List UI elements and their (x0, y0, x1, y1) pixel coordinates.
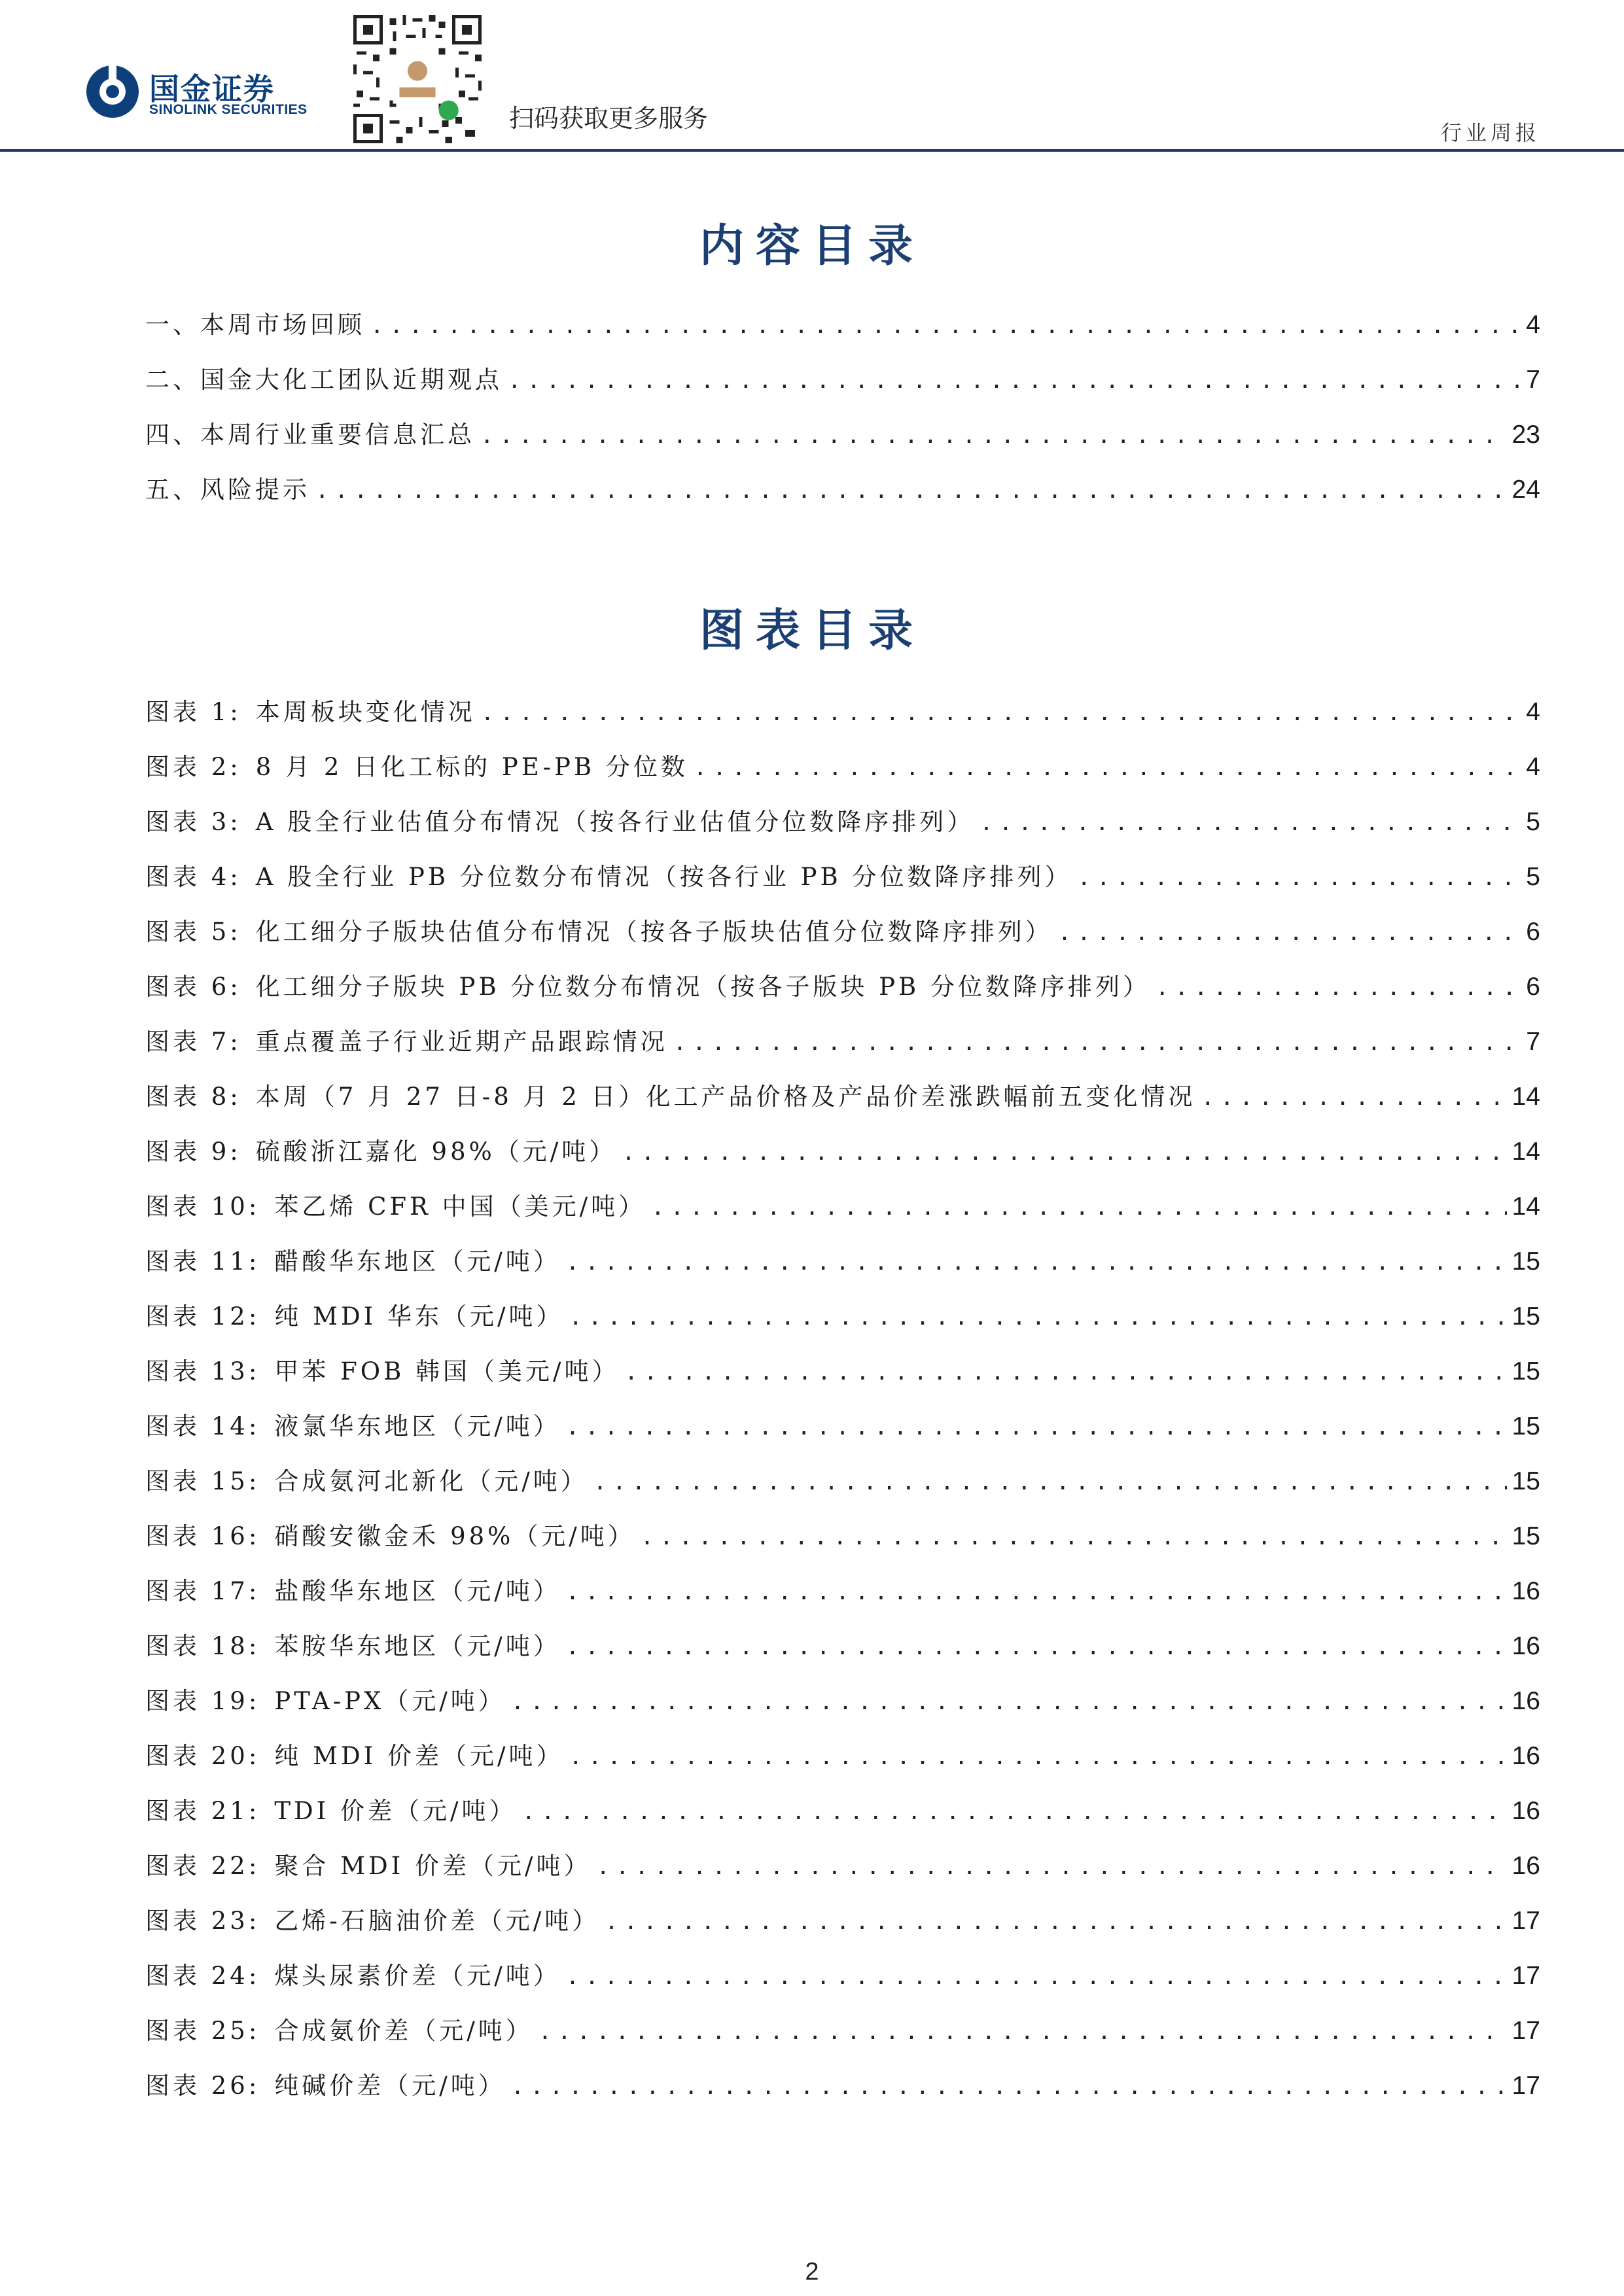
figure-page: 17 (1511, 2017, 1540, 2045)
figure-title: 合成氨价差（元/吨） (274, 2017, 533, 2045)
figure-entry[interactable] (145, 1406, 1540, 1461)
figure-number: 图表 15: (145, 1467, 260, 1495)
figure-number: 图表 16: (145, 1522, 260, 1550)
qr-code-icon[interactable] (350, 12, 485, 147)
figure-entry[interactable] (145, 2066, 1540, 2121)
dot-leader (511, 2074, 1507, 2100)
figure-entry[interactable] (145, 1296, 1540, 1351)
figure-page: 14 (1511, 1083, 1540, 1111)
logo-english-name: SINOLINK SECURITIES (149, 102, 308, 117)
figure-title: 聚合 MDI 价差（元/吨） (274, 1852, 591, 1880)
figure-number: 图表 3: (145, 808, 241, 836)
figure-page: 17 (1511, 1907, 1540, 1935)
figure-number: 图表 22: (145, 1852, 260, 1880)
figure-entry[interactable] (145, 802, 1540, 857)
dot-leader (1201, 1085, 1507, 1111)
figure-title: 合成氨河北新化（元/吨） (274, 1467, 588, 1495)
figure-number: 图表 9: (145, 1138, 241, 1166)
figure-entry[interactable] (145, 747, 1540, 802)
logo-chinese-name: 国金证券 (149, 71, 275, 107)
figure-page: 15 (1511, 1467, 1540, 1495)
toc-entry-page: 4 (1526, 311, 1540, 339)
figure-number: 图表 11: (145, 1247, 260, 1276)
figure-entry[interactable] (145, 1901, 1540, 1956)
toc-entry-page: 24 (1511, 476, 1540, 504)
contents-title: 内容目录 (699, 220, 925, 272)
dot-leader (694, 755, 1521, 781)
figure-page: 4 (1526, 698, 1540, 726)
figure-entry[interactable] (145, 1077, 1540, 1132)
figure-page: 15 (1511, 1412, 1540, 1440)
figure-page: 16 (1511, 1797, 1540, 1825)
figure-entry[interactable] (145, 1956, 1540, 2011)
dot-leader (1156, 975, 1521, 1001)
figure-entry[interactable] (145, 1461, 1540, 1516)
dot-leader (980, 810, 1521, 836)
dot-leader (625, 1359, 1507, 1385)
figure-page: 16 (1511, 1632, 1540, 1660)
figure-number: 图表 19: (145, 1687, 260, 1715)
dot-leader (1077, 865, 1521, 891)
figure-entry[interactable] (145, 912, 1540, 967)
logo-mark-icon (85, 64, 140, 119)
figure-title: 苯乙烯 CFR 中国（美元/吨） (274, 1192, 646, 1221)
figure-title: 纯碱价差（元/吨） (274, 2072, 506, 2100)
figure-entry[interactable] (145, 1791, 1540, 1846)
dot-leader (522, 1799, 1507, 1825)
dot-leader (315, 478, 1507, 504)
dot-leader (569, 1304, 1506, 1331)
report-type-label: 行业周报 (1440, 120, 1540, 145)
figure-title: 硝酸安徽金禾 98%（元/吨） (274, 1522, 635, 1550)
figure-title: 硫酸浙江嘉化 98%（元/吨） (255, 1138, 617, 1166)
figure-page: 14 (1511, 1138, 1540, 1166)
figure-page: 17 (1511, 2072, 1540, 2100)
dot-leader (480, 423, 1507, 449)
dot-leader (569, 1744, 1506, 1770)
qr-caption: 扫码获取更多服务 (509, 104, 709, 133)
figure-entry[interactable] (145, 967, 1540, 1022)
dot-leader (605, 1909, 1506, 1935)
toc-entry-label: 五、风险提示 (145, 476, 310, 504)
figure-entry[interactable] (145, 1626, 1540, 1681)
figure-entry[interactable] (145, 692, 1540, 747)
figure-title: 本周（7 月 27 日-8 月 2 日）化工产品价格及产品价差涨跌幅前五变化情况 (255, 1083, 1196, 1111)
figure-title: 纯 MDI 价差（元/吨） (274, 1742, 564, 1770)
figure-entry[interactable] (145, 857, 1540, 912)
dot-leader (1058, 920, 1521, 946)
toc-entry[interactable] (145, 305, 1540, 360)
figure-page: 7 (1526, 1028, 1540, 1056)
figure-entry[interactable] (145, 1571, 1540, 1626)
figure-entry[interactable] (145, 1132, 1540, 1187)
figure-title: 甲苯 FOB 韩国（美元/吨） (274, 1357, 620, 1385)
figure-number: 图表 24: (145, 1962, 260, 1990)
figure-title: 纯 MDI 华东（元/吨） (274, 1302, 564, 1331)
figure-page: 15 (1511, 1302, 1540, 1331)
figure-title: TDI 价差（元/吨） (274, 1797, 517, 1825)
dot-leader (370, 313, 1521, 339)
figure-page: 16 (1511, 1852, 1540, 1880)
figure-page: 14 (1511, 1192, 1540, 1221)
toc-entry-page: 23 (1511, 421, 1540, 449)
dot-leader (593, 1469, 1507, 1495)
toc-entry-label: 四、本周行业重要信息汇总 (145, 421, 475, 449)
dot-leader (566, 1414, 1507, 1440)
figure-title: 重点覆盖子行业近期产品跟踪情况 (255, 1028, 668, 1056)
figure-title: 醋酸华东地区（元/吨） (274, 1247, 561, 1276)
figure-page: 15 (1511, 1247, 1540, 1276)
figure-page: 15 (1511, 1357, 1540, 1385)
figure-page: 15 (1511, 1522, 1540, 1550)
contents-list (145, 305, 1540, 525)
company-logo (85, 64, 321, 123)
dot-leader (511, 1689, 1507, 1715)
figure-page: 6 (1526, 918, 1540, 946)
dot-leader (566, 1964, 1507, 1990)
figure-entry[interactable] (145, 2011, 1540, 2066)
figure-page: 16 (1511, 1687, 1540, 1715)
figure-number: 图表 14: (145, 1412, 260, 1440)
figure-page: 5 (1526, 863, 1540, 891)
dot-leader (596, 1854, 1506, 1880)
figure-title: 苯胺华东地区（元/吨） (274, 1632, 561, 1660)
figure-title: 8 月 2 日化工标的 PE-PB 分位数 (255, 753, 688, 781)
figures-list (145, 692, 1540, 2121)
dot-leader (508, 368, 1521, 394)
figure-number: 图表 8: (145, 1083, 241, 1111)
figure-entry[interactable] (145, 1242, 1540, 1296)
figure-number: 图表 25: (145, 2017, 260, 2045)
figure-number: 图表 23: (145, 1907, 260, 1935)
dot-leader (538, 2019, 1507, 2045)
dot-leader (651, 1194, 1506, 1221)
toc-entry-label: 一、本周市场回顾 (145, 311, 365, 339)
figure-number: 图表 20: (145, 1742, 260, 1770)
figure-page: 4 (1526, 753, 1540, 781)
dot-leader (673, 1030, 1521, 1056)
figure-number: 图表 26: (145, 2072, 260, 2100)
figure-entry[interactable] (145, 1681, 1540, 1736)
dot-leader (481, 700, 1521, 726)
figure-entry[interactable] (145, 1736, 1540, 1791)
figure-number: 图表 2: (145, 753, 241, 781)
dot-leader (566, 1249, 1507, 1276)
dot-leader (641, 1524, 1507, 1550)
dot-leader (622, 1139, 1506, 1166)
figure-number: 图表 13: (145, 1357, 260, 1385)
dot-leader (566, 1579, 1507, 1605)
figure-title: 本周板块变化情况 (255, 698, 476, 726)
toc-entry[interactable] (145, 415, 1540, 470)
figure-number: 图表 5: (145, 918, 241, 946)
figure-number: 图表 21: (145, 1797, 260, 1825)
page-header (0, 0, 1624, 152)
figure-entry[interactable] (145, 1187, 1540, 1242)
figures-title: 图表目录 (699, 604, 925, 657)
figure-entry[interactable] (145, 1022, 1540, 1077)
figure-entry[interactable] (145, 1516, 1540, 1571)
header-divider (0, 149, 1624, 152)
figure-number: 图表 10: (145, 1192, 260, 1221)
figure-page: 5 (1526, 808, 1540, 836)
figure-title: A 股全行业 PB 分位数分布情况（按各行业 PB 分位数降序排列） (255, 863, 1072, 891)
figure-page: 16 (1511, 1742, 1540, 1770)
figure-title: 化工细分子版块估值分布情况（按各子版块估值分位数降序排列） (255, 918, 1053, 946)
figure-title: 乙烯-石脑油价差（元/吨） (274, 1907, 600, 1935)
figure-title: 液氯华东地区（元/吨） (274, 1412, 561, 1440)
figure-title: 盐酸华东地区（元/吨） (274, 1577, 561, 1605)
figure-number: 图表 1: (145, 698, 241, 726)
dot-leader (566, 1634, 1507, 1660)
figure-entry[interactable] (145, 1846, 1540, 1901)
figure-entry[interactable] (145, 1351, 1540, 1406)
toc-entry-label: 二、国金大化工团队近期观点 (145, 366, 503, 394)
page-number: 2 (805, 2258, 819, 2286)
figure-number: 图表 17: (145, 1577, 260, 1605)
figure-title: 化工细分子版块 PB 分位数分布情况（按各子版块 PB 分位数降序排列） (255, 973, 1150, 1001)
figure-number: 图表 12: (145, 1302, 260, 1331)
toc-entry-page: 7 (1526, 366, 1540, 394)
figure-title: 煤头尿素价差（元/吨） (274, 1962, 561, 1990)
toc-entry[interactable] (145, 360, 1540, 415)
figure-page: 17 (1511, 1962, 1540, 1990)
figure-number: 图表 6: (145, 973, 241, 1001)
figure-number: 图表 4: (145, 863, 241, 891)
figure-title: A 股全行业估值分布情况（按各行业估值分位数降序排列） (255, 808, 975, 836)
figure-number: 图表 18: (145, 1632, 260, 1660)
figure-page: 16 (1511, 1577, 1540, 1605)
figure-page: 6 (1526, 973, 1540, 1001)
figure-title: PTA-PX（元/吨） (274, 1687, 506, 1715)
figure-number: 图表 7: (145, 1028, 241, 1056)
toc-entry[interactable] (145, 470, 1540, 525)
